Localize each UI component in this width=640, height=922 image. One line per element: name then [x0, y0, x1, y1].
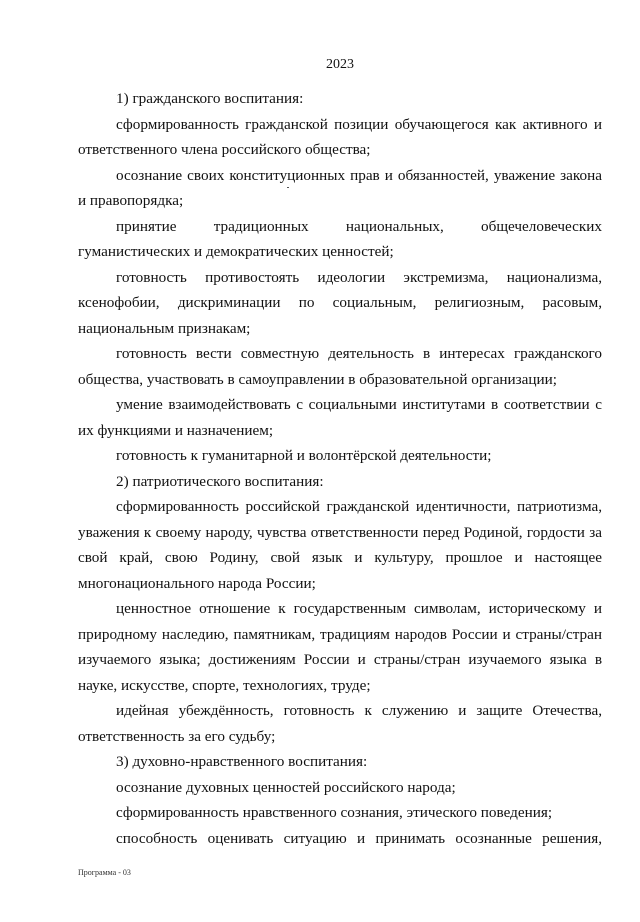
- paragraph-joint-activity: готовность вести совместную деятельность в интересах гражданского общества, участвовать в самоуправлении в образовательной организации;: [78, 345, 602, 388]
- scan-speck: [287, 187, 289, 188]
- paragraph-counter-extremism: готовность противостоять идеологии экстремизма, национализма, ксенофобии, дискриминации по социальным, религиозным, расовым, национальным признакам;: [78, 268, 602, 337]
- section-heading-patriotic: 2) патриотического воспитания:: [116, 472, 324, 490]
- paragraph-moral-consciousness: сформированность нравственного сознания, этического поведения;: [116, 804, 553, 821]
- paragraph-volunteering: готовность к гуманитарной и волонтёрской деятельности;: [116, 447, 492, 464]
- paragraph-spiritual-values: осознание духовных ценностей российского народа;: [116, 778, 456, 796]
- paragraph-traditional-values: принятие традиционных национальных, общечеловеческих гуманистических и демократических ценностей;: [78, 217, 602, 260]
- page-footer: Программа - 03: [78, 868, 131, 877]
- paragraph-constitutional-rights: осознание своих конституционных прав и обязанностей, уважение закона и правопорядка;: [78, 166, 602, 209]
- page-number: 2023: [326, 57, 354, 72]
- section-heading-spiritual-moral: 3) духовно-нравственного воспитания:: [116, 753, 368, 770]
- paragraph-state-symbols: ценностное отношение к государственным символам, историческому и природному наследию, памятникам, традициям народов России и страны/стран изучаемого языка; достижениям России и страны/стран изучаемого языка в науке, искусстве, спорте, технологиях, труде;: [78, 600, 602, 694]
- paragraph-decision-making: способность оценивать ситуацию и принимать осознанные решения,: [116, 829, 602, 847]
- paragraph-civic-position: сформированность гражданской позиции обучающегося как активного и ответственного члена российского общества;: [78, 115, 602, 158]
- paragraph-civic-identity: сформированность российской гражданской идентичности, патриотизма, уважения к своему народу, чувства ответственности перед Родиной, гордости за свой край, свою Родину, свой язык и культуру, прошлое и настоящее многонационального народа России;: [78, 498, 602, 592]
- paragraph-social-institutions: умение взаимодействовать с социальными институтами в соответствии с их функциями и назначением;: [78, 396, 602, 439]
- document-body: [78, 86, 602, 851]
- paragraph-ideological-conviction: идейная убеждённость, готовность к служению и защите Отечества, ответственность за его судьбу;: [78, 702, 602, 745]
- section-heading-civic: 1) гражданского воспитания:: [116, 90, 304, 107]
